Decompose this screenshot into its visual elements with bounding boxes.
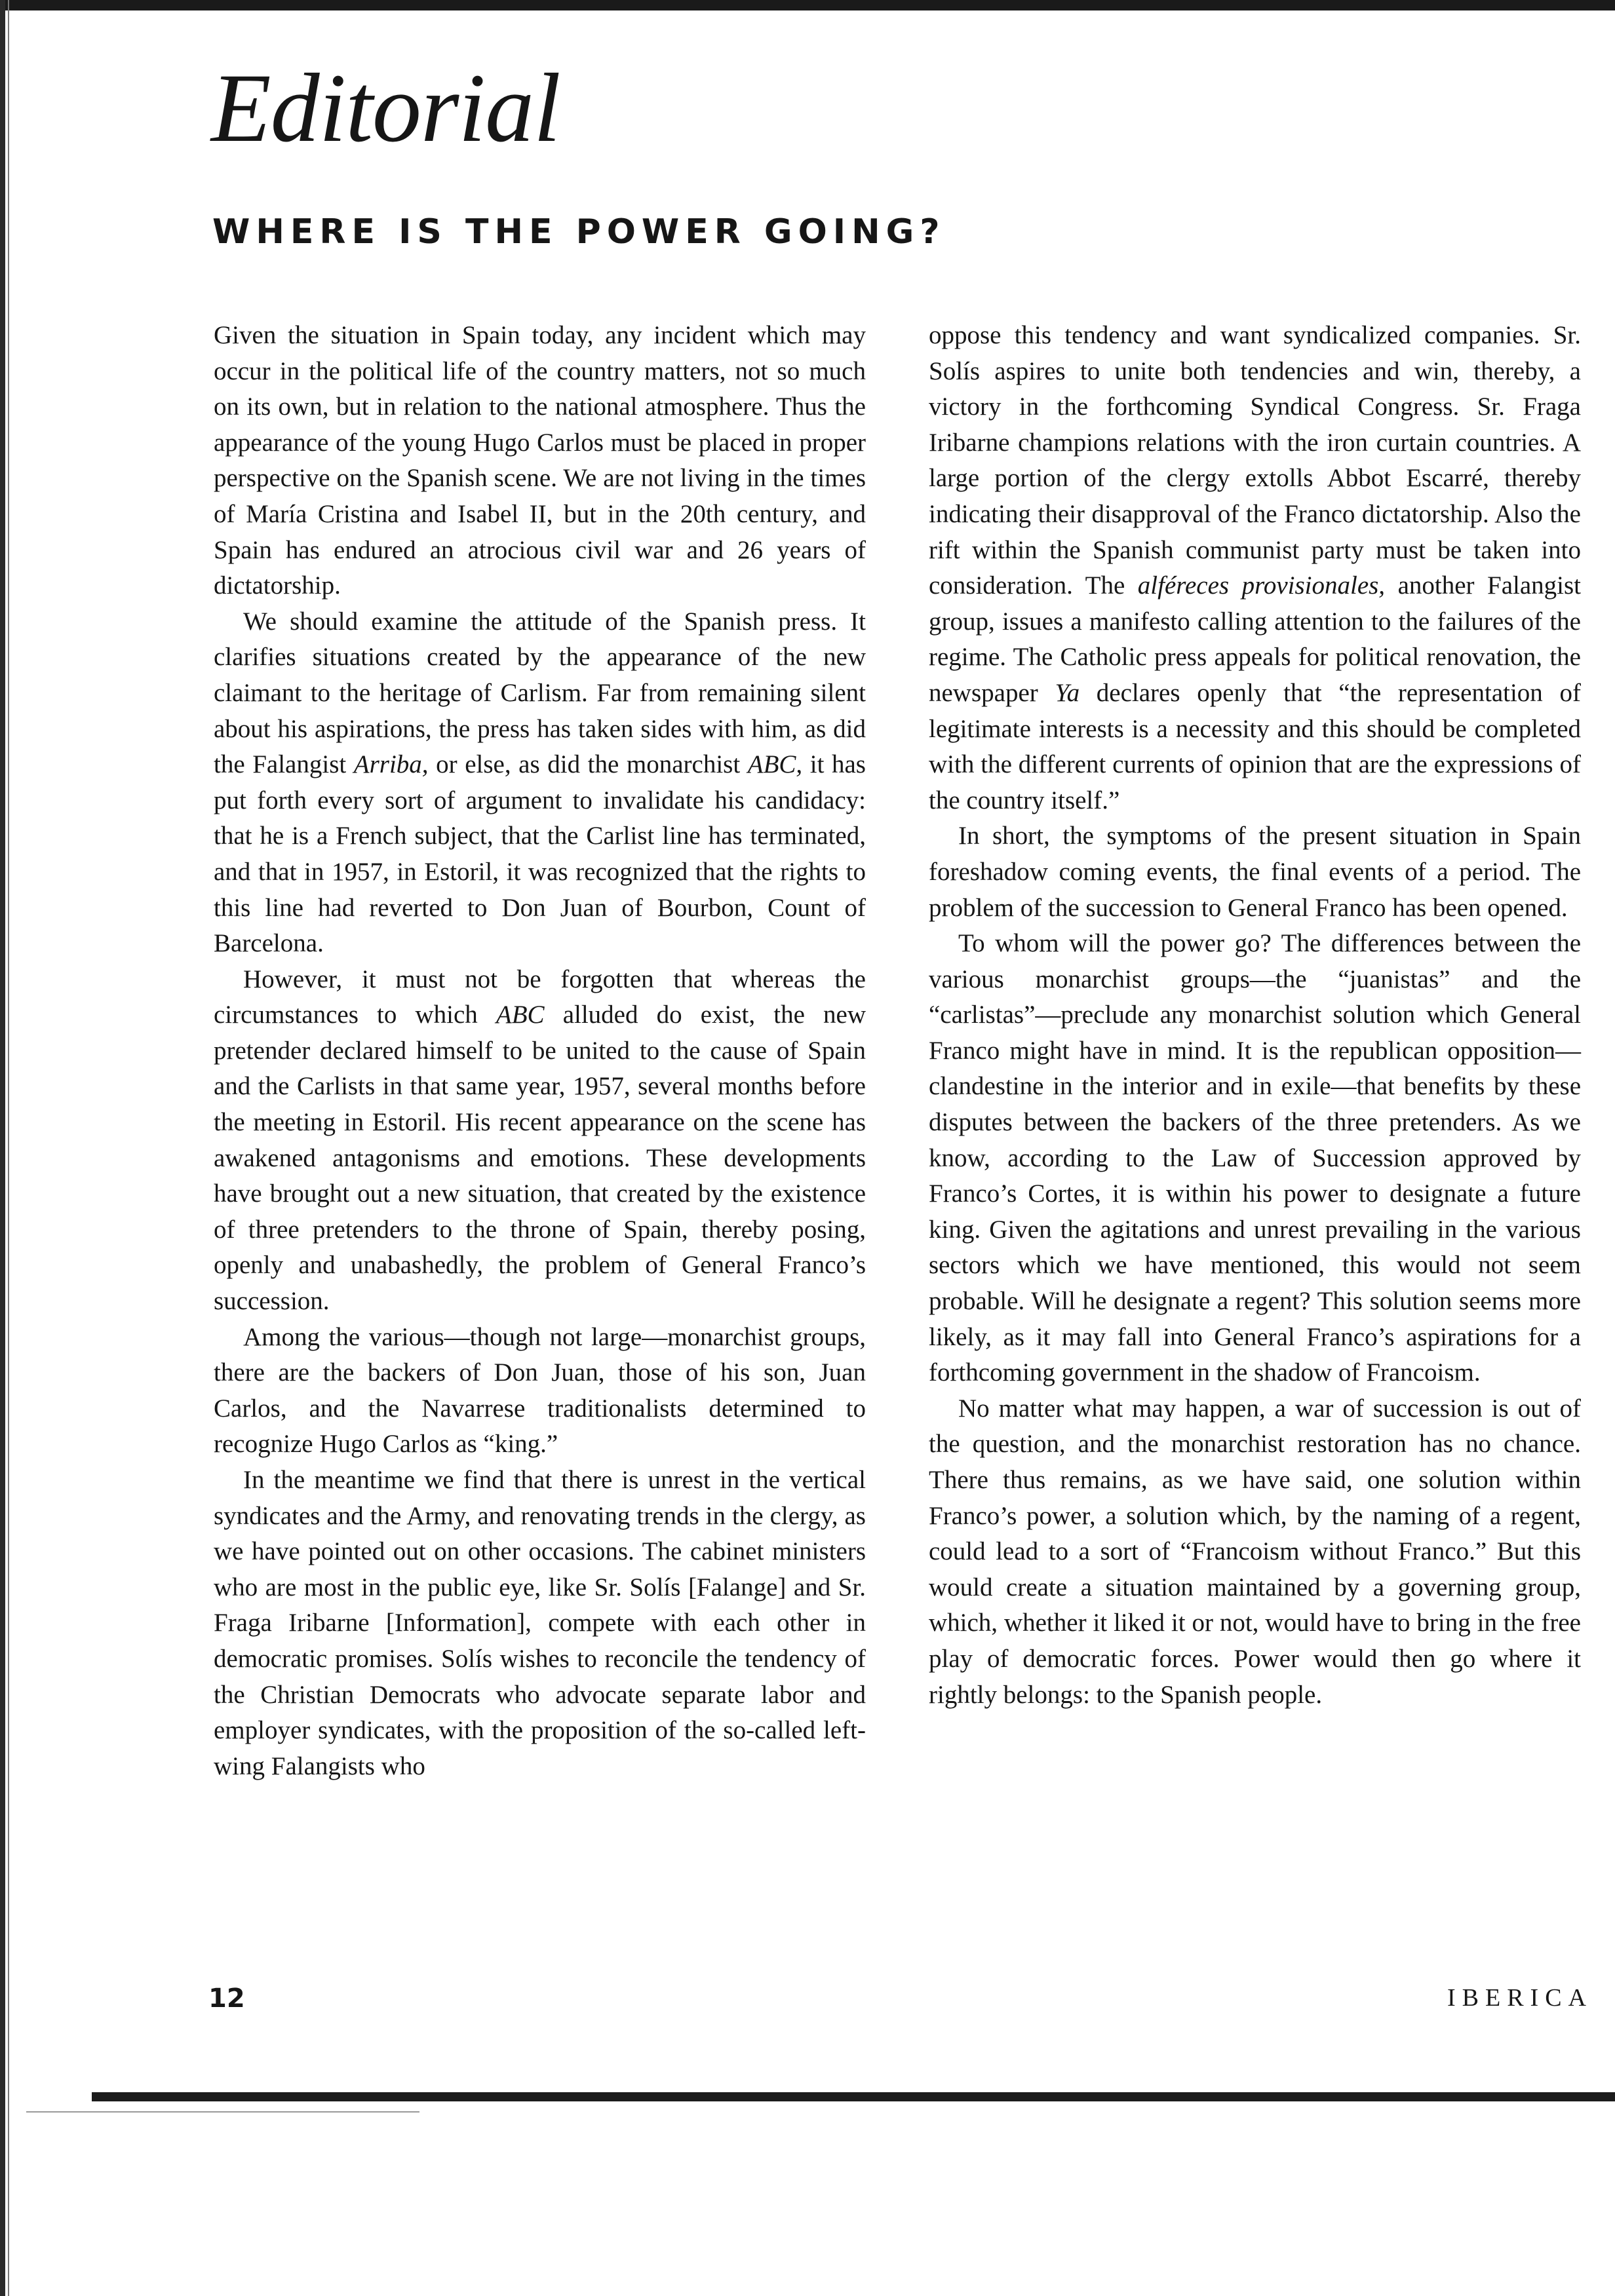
bottom-rule-thin — [26, 2111, 419, 2113]
paragraph: In short, the symptoms of the present situation in Spain foreshadow coming events, the final events of a period. The problem of the succession to General Franco has been opened. — [929, 822, 1581, 922]
paragraph: oppose this tendency and want syndicalized companies. Sr. Solís aspires to unite both tendencies and win, thereby, a victory in the forthcoming Syndical Congress. Sr. Fraga Iribarne champions relations with the iron curtain countries. A large portion of the clergy extolls Abbot Escarré, thereby indicating their disapproval of the Franco dictatorship. Also the rift within the Spanish communist party must be taken into consideration. The alféreces provisionales, another Falangist group, issues a manifesto calling attention to the failures of the regime. The Catholic press appeals for political renovation, the newspaper Ya declares openly that “the representation of legitimate interests is a necessity and this should be completed with the different currents of opinion that are the expressions of the country itself.” — [929, 321, 1581, 814]
paragraph: Given the situation in Spain today, any incident which may occur in the political life of the country matters, not so much on its own, but in relation to the national atmosphere. Thus the appearance of the young Hugo Carlos must be placed in proper perspective on the Spanish scene. We are not living in the times of María Cristina and Isabel II, but in the 20th century, and Spain has endured an atrocious civil war and 26 years of dictatorship. — [214, 321, 866, 600]
article-headline: WHERE IS THE POWER GOING? — [212, 212, 946, 252]
scan-edge-left — [0, 0, 5, 2296]
page-title: Editorial — [211, 54, 560, 163]
publication-name: Arriba, — [353, 750, 429, 779]
group-name: alféreces provisionales, — [1137, 571, 1386, 600]
publication-name: ABC, — [747, 750, 803, 779]
page-number: 12 — [208, 1983, 245, 2014]
paragraph: No matter what may happen, a war of succession is out of the question, and the monarchist restoration has no chance. There thus remains, as we have said, one solution within Franco’s power, a solution which, by the naming of a regent, could lead to a sort of “Francoism without Franco.” But this would create a situation maintained by a governing group, which, whether it liked it or not, would have to bring in the free play of democratic forces. Power would then go where it rightly belongs: to the Spanish people. — [929, 1394, 1581, 1709]
bottom-rule — [92, 2092, 1615, 2101]
paragraph: We should examine the attitude of the Spanish press. It clarifies situations created by the appearance of the new claimant to the heritage of Carlism. Far from remaining silent about his aspirations, the press has taken sides with him, as did the Falangist Arriba, or else, as did the monarchist ABC, it has put forth every sort of argument to invalidate his candidacy: that he is a French subject, that the Carlist line has terminated, and that in 1957, in Estoril, it was recognized that the rights to this line had reverted to Don Juan of Bourbon, Count of Barcelona. — [214, 607, 866, 958]
paragraph: In the meantime we find that there is unrest in the vertical syndicates and the Army, and renovating trends in the clergy, as we have pointed out on other occasions. The cabinet ministers who are most in the public eye, like Sr. Solís [Falange] and Sr. Fraga Iribarne [Information], compete with each other in democratic promises. Solís wishes to reconcile the tendency of the Christian Democrats who advocate separate labor and employer syndicates, with the proposition of the so-called left-wing Falangists who — [214, 1466, 866, 1780]
paragraph: Among the various—though not large—monarchist groups, there are the backers of Don Juan, those of his son, Juan Carlos, and the Navarrese traditionalists determined to recognize Hugo Carlos as “king.” — [214, 1322, 866, 1459]
publication-name: Ya — [1055, 678, 1080, 707]
paragraph: To whom will the power go? The differences between the various monarchist groups—the “juanistas” and the “carlistas”—preclude any monarchist solution which General Franco might have in mind. It is the republican opposition—clandestine in the interior and in exile—that benefits by these disputes between the backers of the three pretenders. As we know, according to the Law of Succession approved by Franco’s Cortes, it is within his power to designate a future king. Given the agitations and unrest prevailing in the various sectors which we have mentioned, this would not seem probable. Will he designate a regent? This solution seems more likely, as it may fall into General Franco’s aspirations for a forthcoming government in the shadow of Francoism. — [929, 929, 1581, 1387]
left-column — [214, 318, 866, 1784]
publication-masthead: IBERICA — [1447, 1984, 1593, 2012]
right-column — [929, 318, 1581, 1713]
paragraph: However, it must not be forgotten that whereas the circumstances to which ABC alluded do exist, the new pretender declared himself to be united to the cause of Spain and the Carlists in that same year, 1957, several months before the meeting in Estoril. His recent appearance on the scene has awakened antagonisms and emotions. These developments have brought out a new situation, that created by the existence of three pretenders to the throne of Spain, thereby posing, openly and unabashedly, the problem of General Franco’s succession. — [214, 965, 866, 1316]
publication-name: ABC — [496, 1001, 545, 1029]
scan-edge-left-line — [8, 0, 9, 2296]
scan-edge-top — [0, 0, 1615, 10]
